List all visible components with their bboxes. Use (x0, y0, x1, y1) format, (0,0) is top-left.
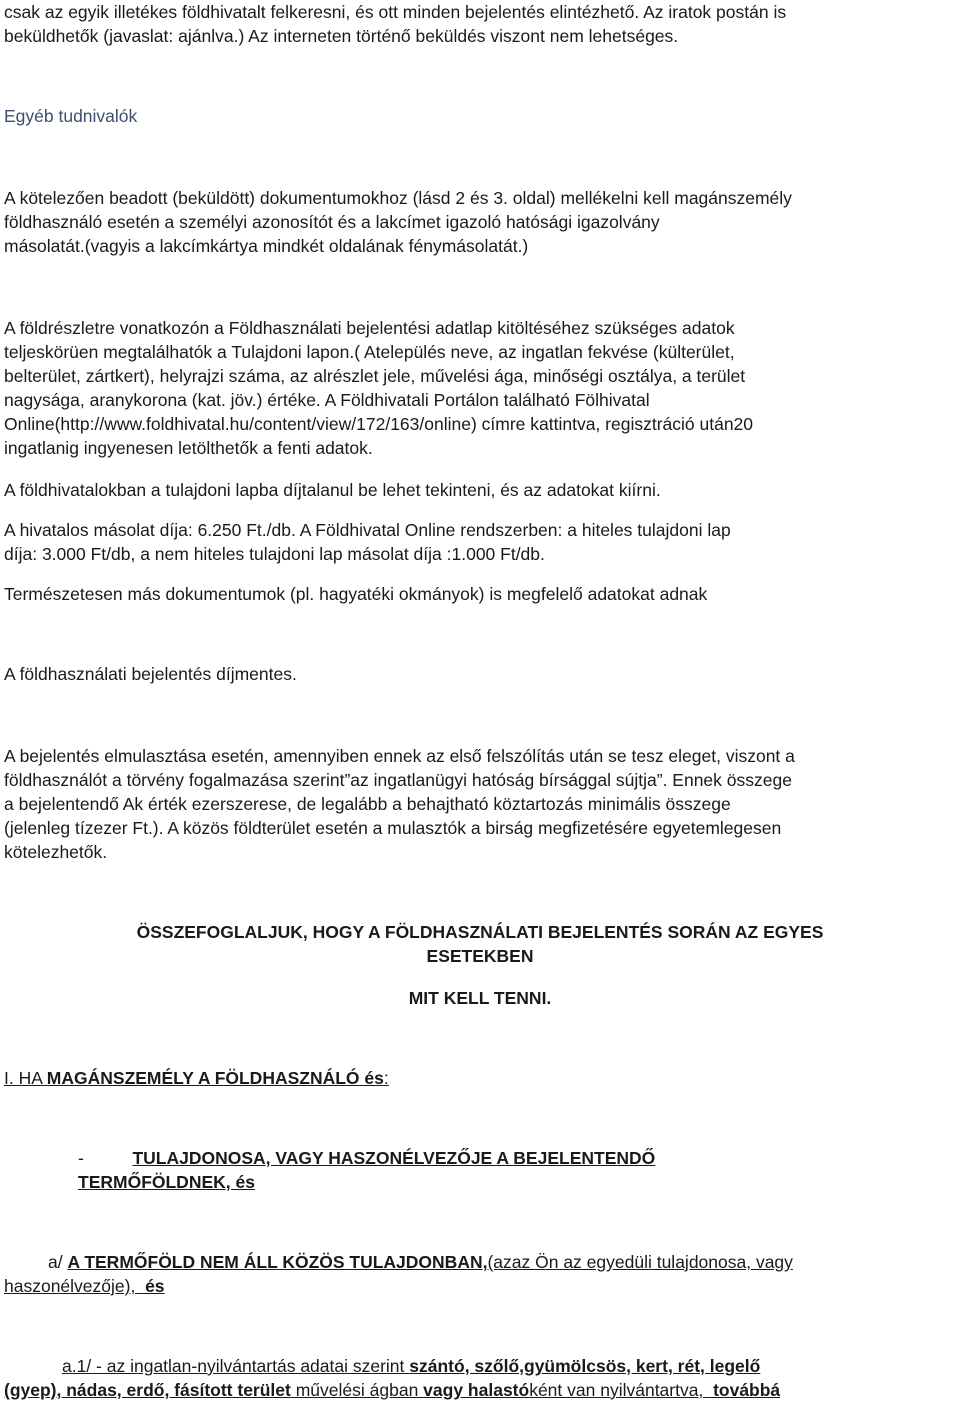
text-line: A földrészletre vonatkozón a Földhasználati bejelentési adatlap kitöltéséhez szükséges adatok (4, 318, 735, 338)
text-line: (jelenleg tízezer Ft.). A közös földterület esetén a mulasztók a birság megfizetésére egyetemlegesen (4, 818, 782, 838)
paragraph-inspection: A földhivatalokban a tulajdoni lapba díjtalanul be lehet tekinteni, és az adatokat kiírni. (4, 480, 661, 500)
text-line: földhasználó esetén a személyi azonosítót és a lakcímet igazoló hatósági igazolvány (4, 212, 660, 232)
item-a1-fishpond: vagy halastó (423, 1380, 530, 1400)
text-line: A bejelentés elmulasztása esetén, amennyiben ennek az első felszólítás után se tesz eleget, viszont a (4, 746, 795, 766)
item-a1-land-types-2: (gyep), nádas, erdő, fásított terület (4, 1380, 291, 1400)
item-a-rest: (azaz Ön az egyedüli tulajdonosa, vagy (487, 1252, 793, 1272)
summary-line: MIT KELL TENNI. (408, 988, 552, 1008)
section-1-title: MAGÁNSZEMÉLY A FÖLDHASZNÁLÓ és (46, 1068, 384, 1088)
owner-item-line: TERMŐFÖLDNEK, és (78, 1172, 255, 1192)
section-1-suffix: : (383, 1068, 389, 1088)
paragraph-free-of-charge: A földhasználati bejelentés díjmentes. (4, 664, 297, 684)
section-1-prefix: I. HA (4, 1068, 47, 1088)
text-line: teljeskörüen megtalálhatók a Tulajdoni lapon.( Atelepülés neve, az ingatlan fekvése (külterület, (4, 342, 735, 362)
item-a1-prefix: a.1/ - az ingatlan-nyilvántartás adatai szerint (62, 1356, 410, 1376)
summary-line: ÖSSZEFOGLALJUK, HOGY A FÖLDHASZNÁLATI BEJELENTÉS SORÁN AZ EGYES (136, 922, 824, 942)
text-line: Online(http://www.foldhivatal.hu/content/view/172/163/online) címre kattintva, regisztráció után20 (4, 414, 754, 434)
text-line: A kötelezően beadott (beküldött) dokumentumokhoz (lásd 2 és 3. oldal) mellékelni kell magánszemély (4, 188, 792, 208)
text-line: belterület, zártkert), helyrajzi száma, az alrészlet jele, művelési ága, minőségi osztálya, a terület (4, 366, 746, 386)
text-line: beküldhetők (javaslat: ajánlva.) Az interneten történő beküldés viszont nem lehetséges. (4, 26, 679, 46)
text-line: földhasználót a törvény fogalmazása szerint”az ingatlanügyi hatóság bírsággal sújtja”. Ennek összege (4, 770, 792, 790)
item-a1-line (4, 1378, 780, 1402)
item-a-and: és (145, 1276, 165, 1296)
section-heading: Egyéb tudnivalók (4, 106, 138, 126)
text-line: díja: 3.000 Ft/db, a nem hiteles tulajdoni lap másolat díja :1.000 Ft/db. (4, 544, 545, 564)
text-line: a bejelentendő Ak érték ezerszerese, de legalább a behajtható köztartozás minimális összege (4, 794, 731, 814)
paragraph-other-documents: Természetesen más dokumentumok (pl. hagyatéki okmányok) is megfelelő adatokat adnak (4, 584, 708, 604)
item-a-title: A TERMŐFÖLD NEM ÁLL KÖZÖS TULAJDONBAN, (67, 1252, 488, 1272)
item-a-prefix: a/ (48, 1252, 68, 1272)
text-line: csak az egyik illetékes földhivatalt felkeresni, és ott minden bejelentés elintézhető. Az iratok postán is (4, 2, 787, 22)
item-a-line (4, 1274, 165, 1298)
item-a1-text: művelési ágban (290, 1380, 424, 1400)
owner-item-line (78, 1146, 655, 1170)
item-a1-furthermore: továbbá (713, 1380, 781, 1400)
section-1-heading (4, 1066, 389, 1090)
text-line: másolatát.(vagyis a lakcímkártya mindkét oldalának fénymásolatát.) (4, 236, 529, 256)
summary-line: ESETEKBEN (426, 946, 534, 966)
item-a-line (48, 1250, 793, 1274)
owner-item-title: TULAJDONOSA, VAGY HASZONÉLVEZŐJE A BEJELENTENDŐ (132, 1148, 656, 1168)
text-line: kötelezhetők. (4, 842, 108, 862)
text-line: A hivatalos másolat díja: 6.250 Ft./db. A Földhivatal Online rendszerben: a hiteles tulajdoni lap (4, 520, 731, 540)
item-a1-text: ként van nyilvántartva, (529, 1380, 714, 1400)
item-a1-land-types: szántó, szőlő,gyümölcsös, kert, rét, legelő (409, 1356, 761, 1376)
item-a1-line (62, 1354, 760, 1378)
dash-bullet: - (78, 1148, 133, 1168)
text-line: nagysága, aranykorona (kat. jöv.) értéke. A Földhivatali Portálon található Fölhivatal (4, 390, 650, 410)
text-line: ingatlanig ingyenesen letölthetők a fenti adatok. (4, 438, 373, 458)
item-a-text: haszonélvezője), (4, 1276, 146, 1296)
